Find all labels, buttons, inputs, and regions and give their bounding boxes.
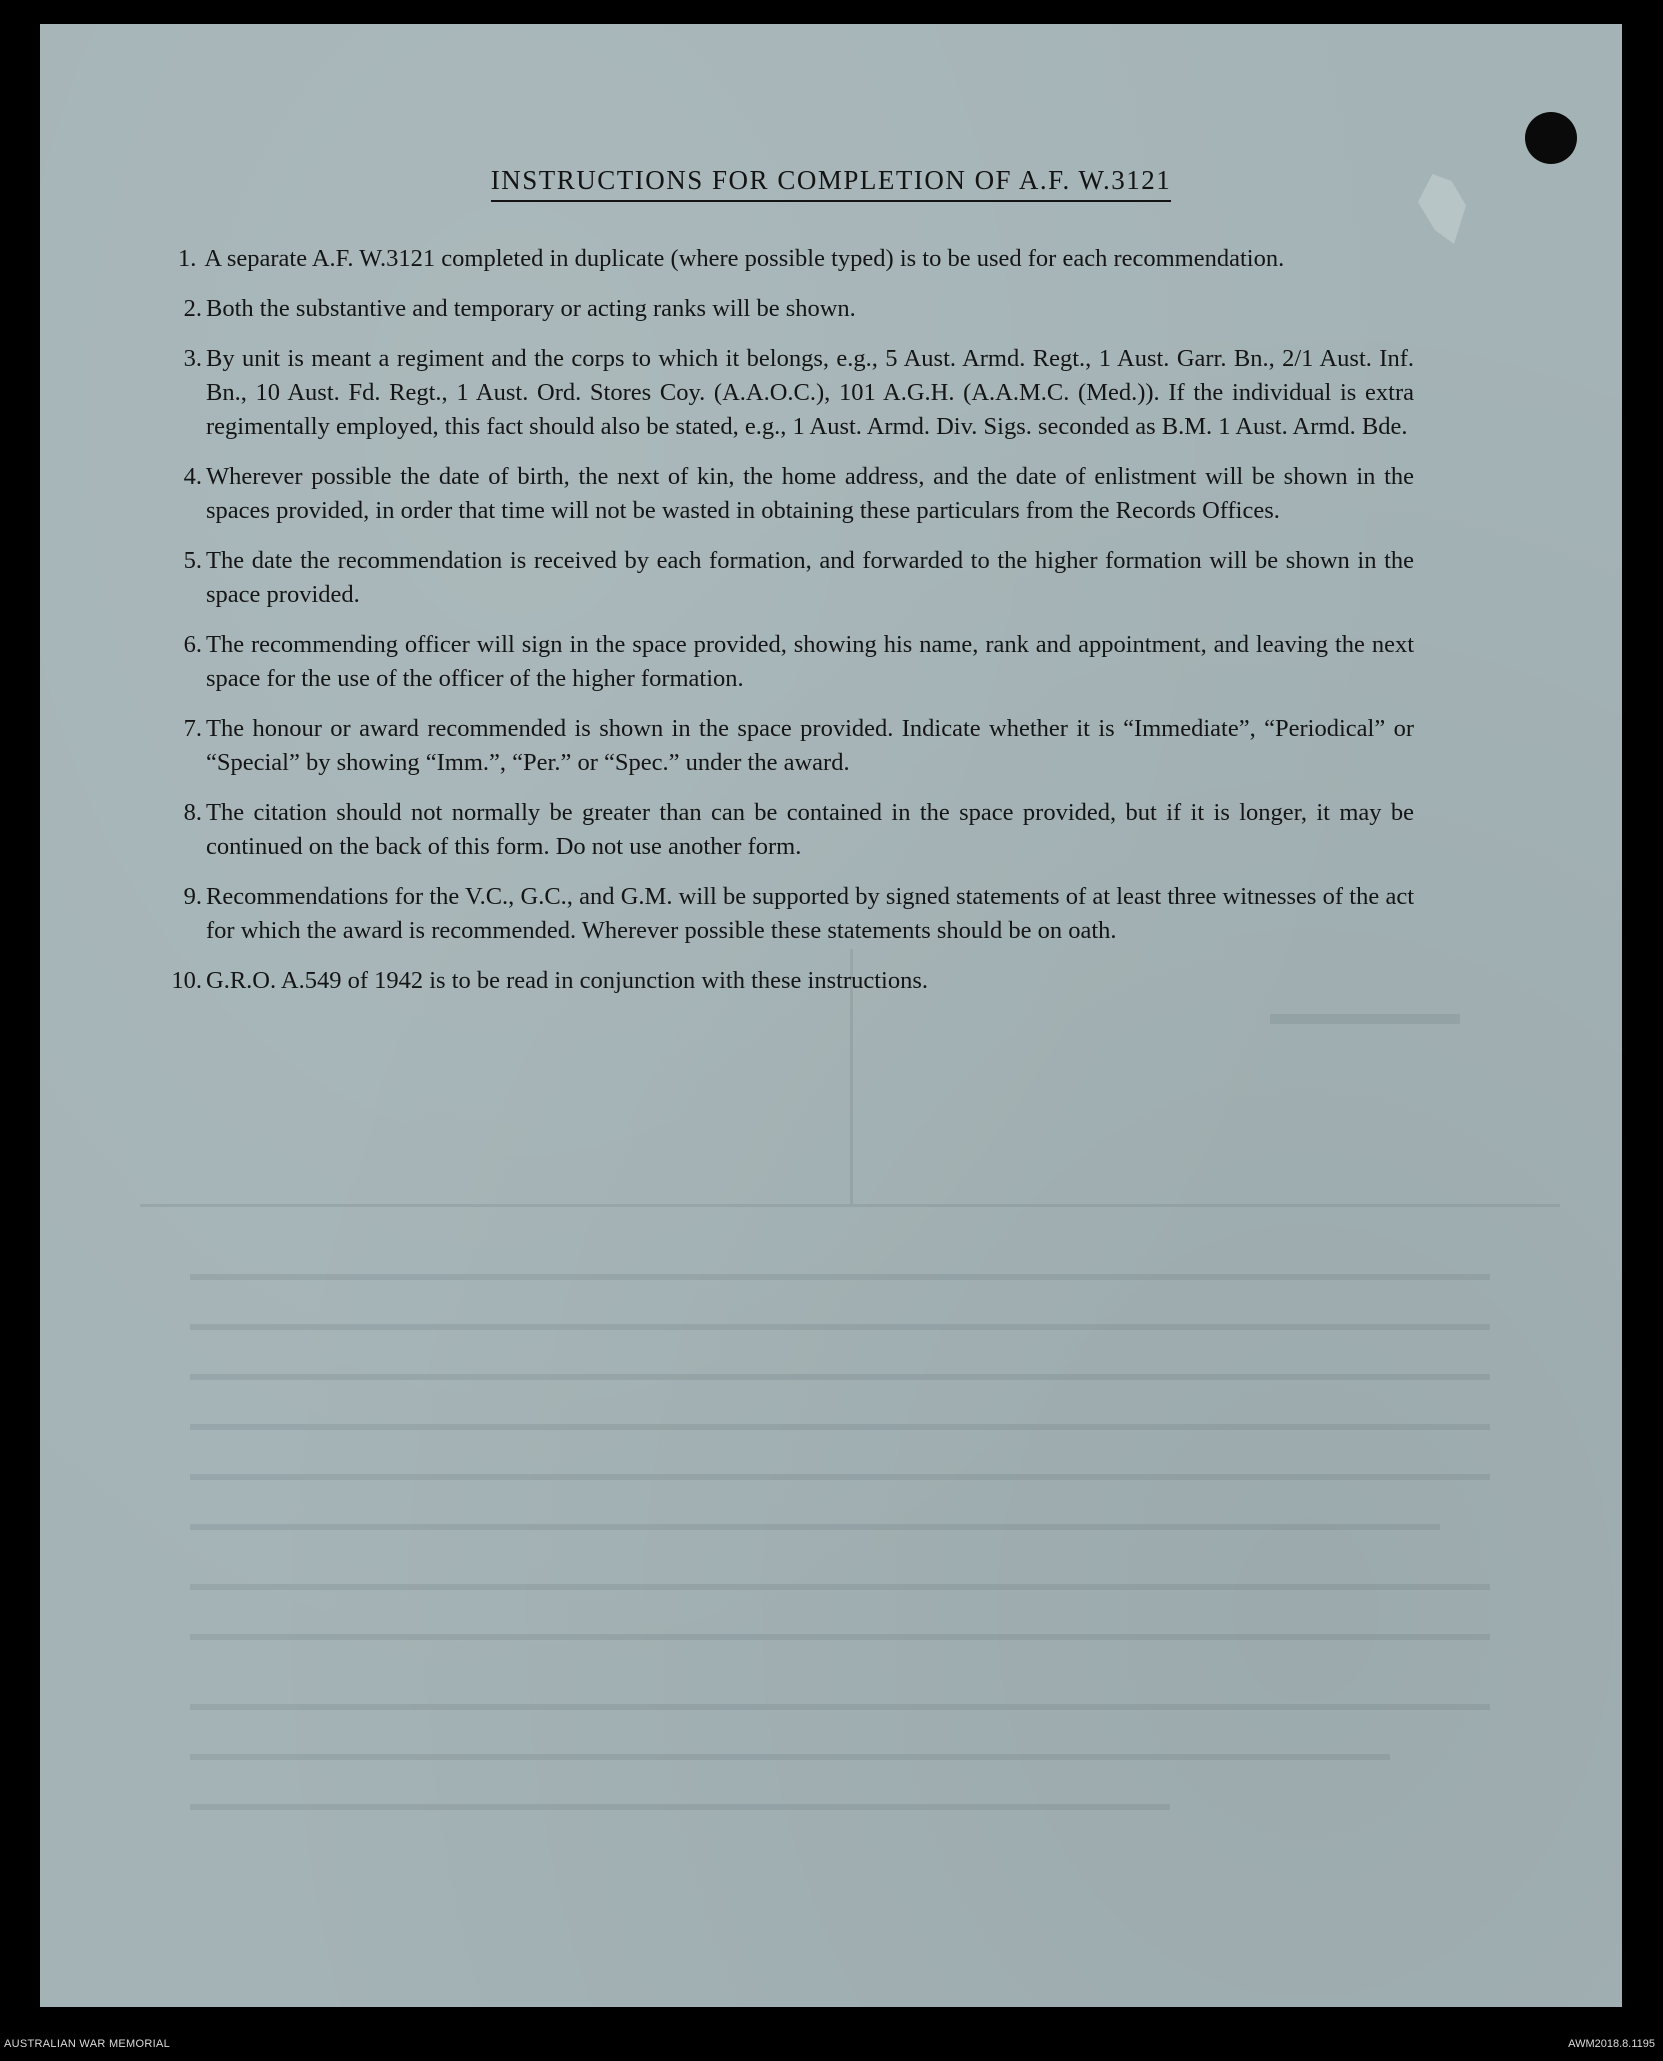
page-title-text: INSTRUCTIONS FOR COMPLETION OF A.F. W.3121 — [491, 165, 1171, 202]
instruction-text: A separate A.F. W.3121 completed in duplicate (where possible typed) is to be used for each recommendation. — [204, 245, 1285, 272]
instruction-text: Recommendations for the V.C., G.C., and G.M. will be supported by signed statements of at least three witnesses of the act for which the award is recommended. Wherever possible these statements should be on oath. — [206, 883, 1414, 944]
instructions-list — [124, 242, 1414, 1014]
instruction-text: The citation should not normally be greater than can be contained in the space provided, but if it is longer, it may be continued on the back of this form. Do not use another form. — [206, 799, 1414, 860]
instruction-number: 9. — [183, 883, 202, 910]
instruction-text: The recommending officer will sign in the space provided, showing his name, rank and appointment, and leaving the next space for the use of the officer of the higher formation. — [206, 631, 1414, 692]
instruction-number: 4. — [183, 463, 202, 490]
instruction-number: 10. — [171, 967, 202, 994]
instruction-text: The date the recommendation is received by each formation, and forwarded to the higher formation will be shown in the space provided. — [206, 547, 1414, 608]
instruction-number: 7. — [183, 715, 202, 742]
instruction-item — [124, 460, 1414, 528]
instruction-text: By unit is meant a regiment and the corps to which it belongs, e.g., 5 Aust. Armd. Regt., 1 Aust. Garr. Bn., 2/1 Aust. Inf. Bn., 10 Aust. Fd. Regt., 1 Aust. Ord. Stores Coy. (A.A.O.C.), 101 A.G.H. (A.A.M.C. (Med.)). If the individual is extra regimentally employed, this fact should also be stated, e.g., 1 Aust. Armd. Div. Sigs. seconded as B.M. 1 Aust. Armd. Bde. — [206, 345, 1414, 440]
instruction-item — [124, 342, 1414, 444]
footer-accession-number: AWM2018.8.1195 — [1568, 2038, 1655, 2050]
instruction-number: 8. — [183, 799, 202, 826]
instruction-number: 5. — [183, 547, 202, 574]
instruction-text: Wherever possible the date of birth, the next of kin, the home address, and the date of enlistment will be shown in the spaces provided, in order that time will not be wasted in obtaining these particulars from the Records Offices. — [206, 463, 1414, 524]
page-title — [40, 165, 1622, 202]
instruction-number: 3. — [183, 345, 202, 372]
instruction-item — [124, 628, 1414, 696]
instruction-item — [124, 880, 1414, 948]
instruction-text: Both the substantive and temporary or acting ranks will be shown. — [206, 295, 856, 322]
instruction-item — [124, 292, 1414, 326]
instruction-item — [124, 544, 1414, 612]
instruction-item — [124, 712, 1414, 780]
footer-institution: AUSTRALIAN WAR MEMORIAL — [4, 2038, 171, 2050]
instruction-item — [124, 242, 1414, 276]
instruction-number: 2. — [183, 295, 202, 322]
document-page — [40, 24, 1622, 2007]
instruction-text: The honour or award recommended is shown in the space provided. Indicate whether it is “Immediate”, “Periodical” or “Special” by showing “Imm.”, “Per.” or “Spec.” under the award. — [206, 715, 1414, 776]
instruction-text: G.R.O. A.549 of 1942 is to be read in conjunction with these instructions. — [206, 967, 928, 994]
instruction-item — [124, 796, 1414, 864]
instruction-item — [124, 964, 1414, 998]
instruction-number: 1. — [178, 245, 197, 272]
instruction-number: 6. — [183, 631, 202, 658]
